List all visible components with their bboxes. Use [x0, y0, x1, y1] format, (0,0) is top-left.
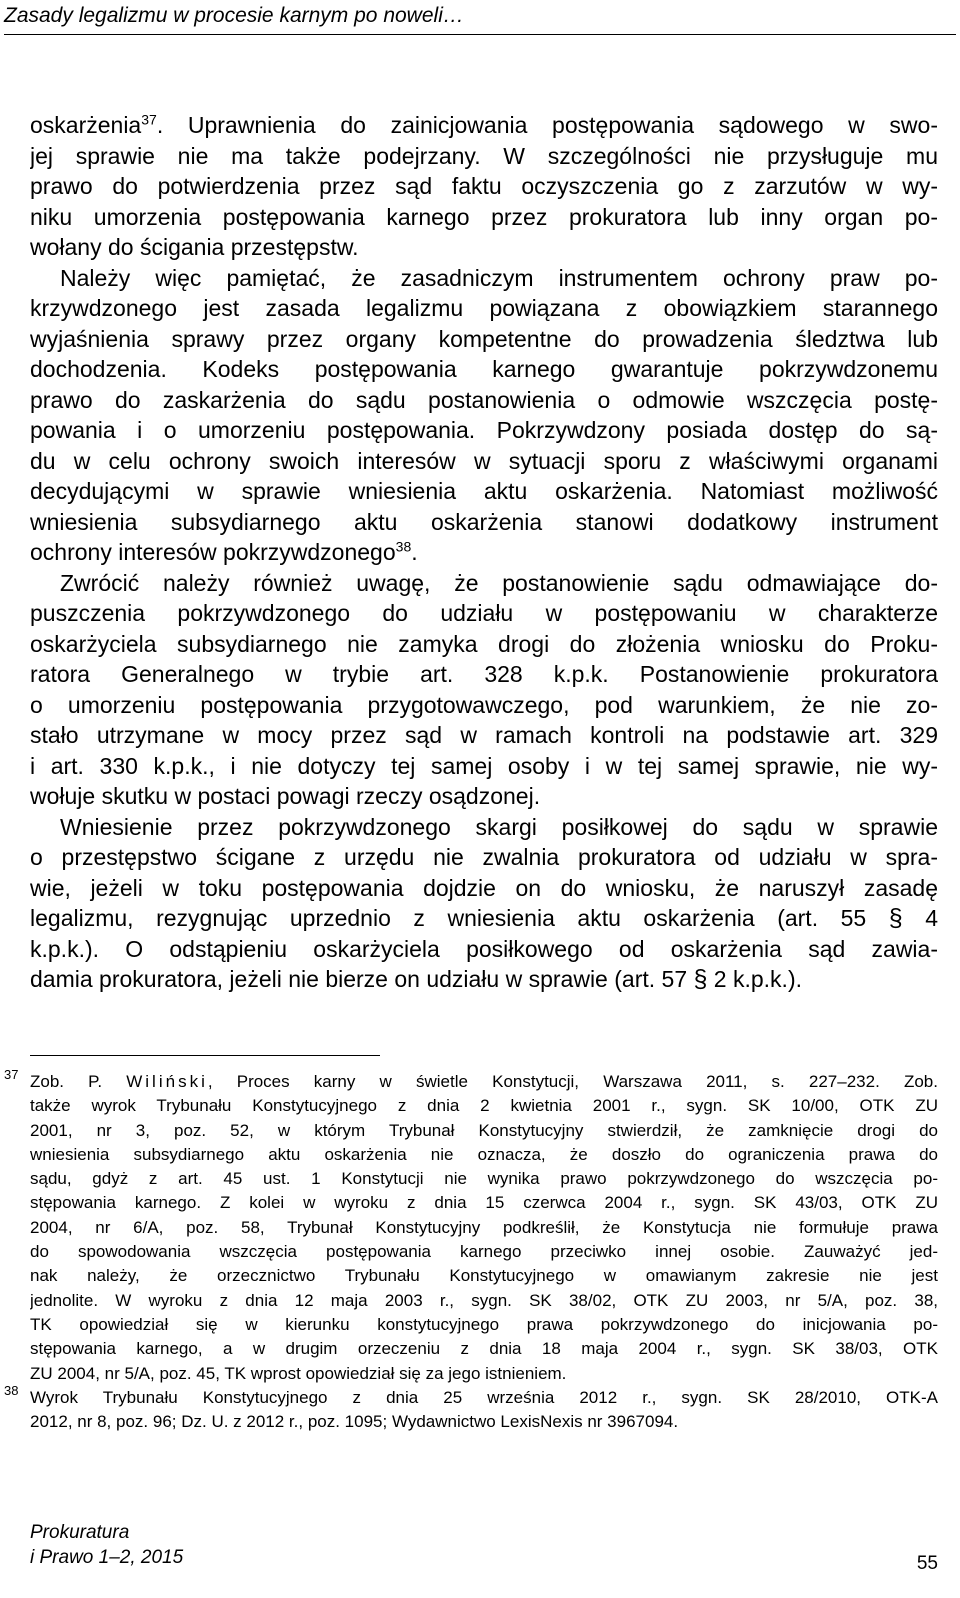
- text-line: wołuje skutku w postaci powagi rzeczy osądzonej.: [30, 783, 541, 809]
- footnotes: [4, 1067, 938, 1434]
- footnote-line: stępowania karnego. Z kolei w wyroku z dnia 15 czerwca 2004 r., sygn. SK 43/03, OTK ZU: [30, 1193, 938, 1213]
- paragraph-1: [30, 110, 938, 263]
- footnote-37: [4, 1067, 938, 1386]
- text-line: wołany do ścigania przestępstw.: [30, 234, 359, 260]
- text-line: powania i o umorzeniu postępowania. Pokrzywdzony posiada dostęp do są-: [30, 417, 938, 443]
- footnote-ref-38[interactable]: 38: [395, 538, 412, 555]
- footnote-line: także wyrok Trybunału Konstytucyjnego z dnia 2 kwietnia 2001 r., sygn. SK 10/00, OTK ZU: [30, 1096, 938, 1116]
- text-line: wie, jeżeli w toku postępowania dojdzie on do wniosku, że naruszył zasadę: [30, 874, 938, 901]
- text-line: damia prokuratora, jeżeli nie bierze on udziału w sprawie (art. 57 § 2 k.p.k.).: [30, 965, 802, 993]
- text-line: krzywdzonego jest zasada legalizmu powiązana z obowiązkiem starannego: [30, 295, 938, 321]
- text-line: wyjaśnienia sprawy przez organy kompetentne do prowadzenia śledztwa lub: [30, 325, 938, 352]
- footnote-number: 37: [4, 1067, 19, 1082]
- text-line: legalizmu, rezygnując uprzednio z wniesienia aktu oskarżenia (art. 55 § 4: [30, 904, 938, 932]
- paragraph-4: [30, 812, 938, 995]
- main-text: [30, 110, 938, 995]
- footnote-line: TK opowiedział się w kierunku konstytucyjnego prawa pokrzywdzonego do inicjowania po-: [30, 1314, 938, 1334]
- footnote-line: wniesienia subsydiarnego aktu oskarżenia nie oznacza, że doszło do ograniczenia prawa do: [30, 1144, 938, 1164]
- text-line: stało utrzymane w mocy przez sąd w ramach kontroli na podstawie art. 329: [30, 722, 938, 748]
- journal-name: Prokuratura: [30, 1522, 130, 1543]
- text-line: prawo do zaskarżenia do sądu postanowienia o odmowie wszczęcia postę-: [30, 386, 938, 413]
- running-header: [4, 2, 956, 35]
- journal-issue: i Prawo 1–2, 2015: [30, 1547, 184, 1568]
- text-line: Wniesienie przez pokrzywdzonego skargi posiłkowej do sądu w sprawie: [60, 813, 938, 840]
- text-line: dochodzenia. Kodeks postępowania karnego gwarantuje pokrzywdzonemu: [30, 356, 938, 382]
- page-footer: [30, 1520, 938, 1590]
- text-line: o umorzeniu postępowania przygotowawczego, pod warunkiem, że nie zo-: [30, 691, 938, 718]
- footnote-line: stępowania karnego, a w drugim orzeczeniu z dnia 18 maja 2004 r., sygn. SK 38/03, OTK: [30, 1339, 938, 1359]
- paragraph-2: [30, 263, 938, 568]
- footnote-line: jednolite. W wyroku z dnia 12 maja 2003 r., sygn. SK 38/02, OTK ZU 2003, nr 5/A, poz. 38,: [30, 1290, 938, 1310]
- text-line: Zwrócić należy również uwagę, że postanowienie sądu odmawiające do-: [60, 569, 938, 596]
- text-line: i art. 330 k.p.k., i nie dotyczy tej samej osoby i w tej samej sprawie, nie wy-: [30, 752, 938, 779]
- text-line: niku umorzenia postępowania karnego przez prokuratora lub inny organ po-: [30, 203, 938, 230]
- footnote-38: [4, 1382, 938, 1435]
- page-number: 55: [916, 1553, 938, 1574]
- running-title: Zasady legalizmu w procesie karnym po noweli…: [4, 4, 464, 27]
- footnote-line: sądu, gdyż z art. 45 ust. 1 Konstytucji nie wynika prawo pokrzywdzonego do wszczęcia po-: [30, 1169, 938, 1189]
- text-line: decydującymi w sprawie wniesienia aktu oskarżenia. Natomiast możliwość: [30, 478, 938, 504]
- text-line: Należy więc pamiętać, że zasadniczym instrumentem ochrony praw po-: [60, 264, 938, 291]
- footnote-number: 38: [4, 1382, 19, 1398]
- text-line: jej sprawie nie ma także podejrzany. W szczególności nie przysługuje mu: [30, 142, 938, 169]
- text-line: ratora Generalnego w trybie art. 328 k.p.k. Postanowienie prokuratora: [30, 661, 938, 687]
- text-line: oskarżyciela subsydiarnego nie zamyka drogi do złożenia wniosku do Proku-: [30, 630, 938, 657]
- text-line: prawo do potwierdzenia przez sąd faktu oczyszczenia go z zarzutów w wy-: [30, 173, 938, 199]
- footnote-line: Zob. P. Wiliński, Proces karny w świetle Konstytucji, Warszawa 2011, s. 227–232. Zob.: [30, 1072, 938, 1091]
- footnote-ref-37[interactable]: 37: [141, 111, 157, 128]
- footnote-line: do spowodowania wszczęcia postępowania karnego przeciwko innej osobie. Zauważyć jed-: [30, 1242, 938, 1262]
- text-line: wniesienia subsydiarnego aktu oskarżenia stanowi dodatkowy instrument: [30, 508, 938, 535]
- text-line: ochrony interesów pokrzywdzonego$^{38}$.: [30, 538, 418, 565]
- footnote-line: 2001, nr 3, poz. 52, w którym Trybunał Konstytucyjny stwierdził, że zamknięcie drogi do: [30, 1120, 938, 1140]
- footnote-line: 2004, nr 6/A, poz. 58, Trybunał Konstytucyjny podkreślił, że Konstytucja nie formułuje prawa: [30, 1217, 938, 1237]
- footnote-line: ZU 2004, nr 5/A, poz. 45, TK wprost opowiedział się za jego istnieniem.: [30, 1363, 567, 1383]
- author-name: Wiliński: [126, 1072, 208, 1091]
- text-line: du w celu ochrony swoich interesów w sytuacji sporu z właściwymi organami: [30, 447, 938, 474]
- footnote-line: nak należy, że orzecznictwo Trybunału Konstytucyjnego w omawianym zakresie nie jest: [30, 1266, 938, 1286]
- text-line: oskarżenia$^{37}$. Uprawnienia do zainicjowania postępowania sądowego w swo-: [30, 111, 938, 138]
- footnote-separator: [30, 1055, 380, 1056]
- paragraph-3: [30, 568, 938, 812]
- section-sign: §: [888, 904, 903, 932]
- text-line: o przestępstwo ścigane z urzędu nie zwalnia prokuratora od udziału w spra-: [30, 844, 938, 870]
- footnote-line: 2012, nr 8, poz. 96; Dz. U. z 2012 r., poz. 1095; Wydawnictwo LexisNexis nr 3967094.: [30, 1412, 679, 1432]
- footnote-line: Wyrok Trybunału Konstytucyjnego z dnia 25 września 2012 r., sygn. SK 28/2010, OTK-A: [30, 1387, 938, 1407]
- text-line: puszczenia pokrzywdzonego do udziału w postępowaniu w charakterze: [30, 600, 938, 626]
- text-line: k.p.k.). O odstąpieniu oskarżyciela posiłkowego od oskarżenia sąd zawia-: [30, 935, 938, 962]
- section-sign: §: [693, 965, 708, 993]
